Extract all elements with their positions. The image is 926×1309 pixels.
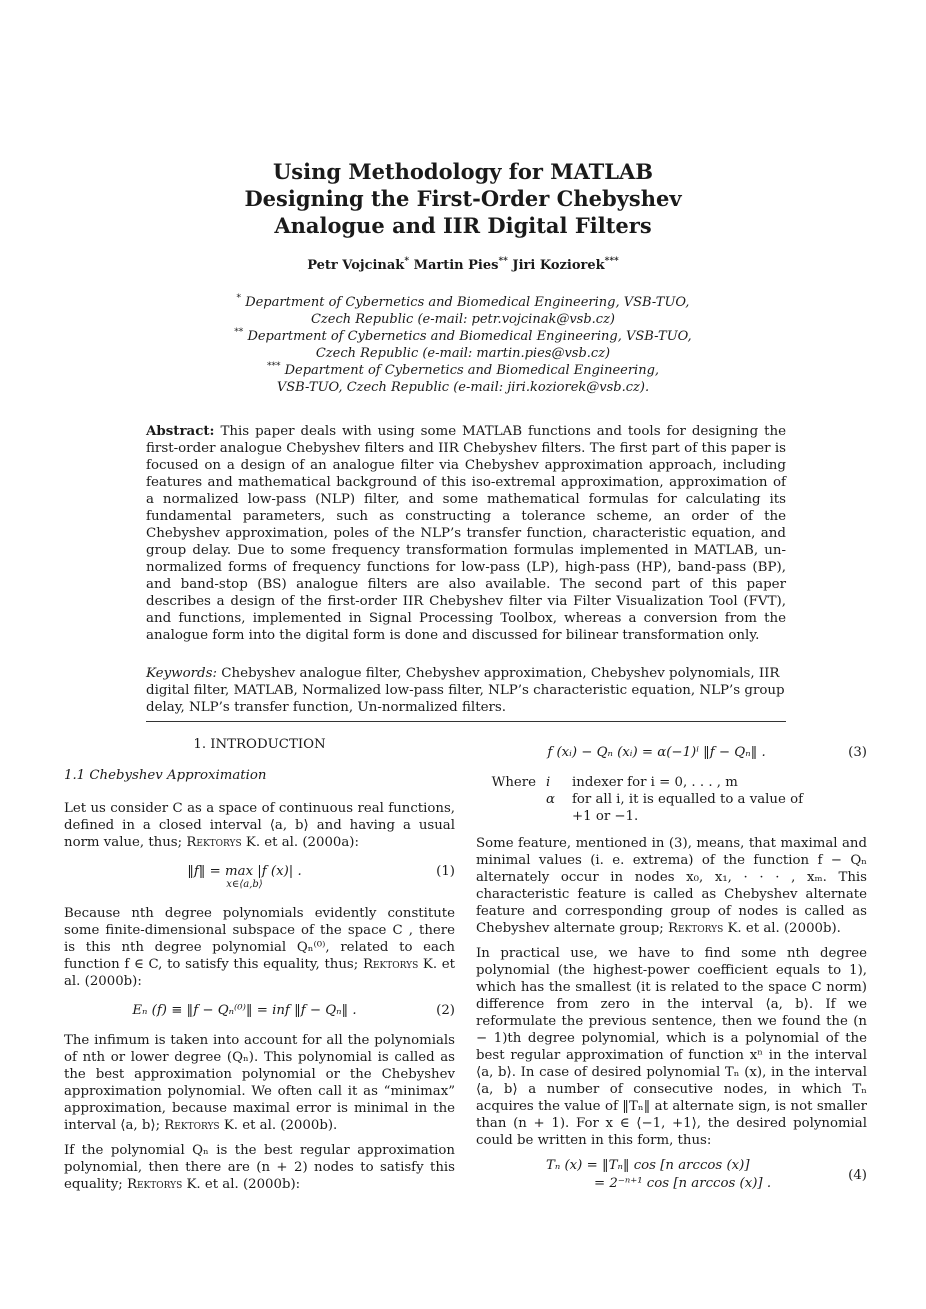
left-column [64, 736, 455, 1201]
citation-tail: K. et al. (2000b). [727, 921, 841, 936]
author-name: Jiri Koziorek [512, 258, 605, 273]
citation-author: Rektorys [186, 835, 242, 850]
paragraph-text: Because nth degree polynomials evidently constitute some finite-dimensional subspace of the space C , there is this nth degree polynomial Qₙ⁽⁰⁾, related to each function f ∈ C, to satisfy this equality, thus; [64, 906, 455, 972]
affiliations [150, 294, 776, 396]
paragraph [64, 1032, 455, 1134]
equation-number: (4) [848, 1168, 867, 1183]
affiliation-text: Czech Republic (e-mail: petr.vojcinak@vsb.cz) [310, 312, 616, 327]
equation-1 [64, 859, 455, 897]
where-description: for all i, it is equalled to a value of [572, 792, 803, 807]
equation-text: Tₙ (x) = ‖Tₙ‖ cos [n arccos (x)] [546, 1158, 750, 1173]
paragraph-text: Some feature, mentioned in (3), means, that maximal and minimal values (i. e. extrema) of the function f − Qₙ alternately occur in nodes x₀, x₁, · · · , xₘ. This characteristic feature is called as Chebyshev alternate feature and corresponding group of nodes is called as Chebyshev alternate group; [476, 836, 867, 936]
affiliation-text: Department of Cybernetics and Biomedical Engineering, VSB-TUO, [247, 329, 692, 344]
equation-number: (2) [436, 1003, 455, 1018]
where-symbol: i [546, 775, 551, 790]
paragraph [64, 1142, 455, 1193]
affiliation-text: Department of Cybernetics and Biomedical Engineering, [284, 363, 660, 378]
paragraph [476, 835, 867, 937]
equation-4 [476, 1157, 867, 1197]
citation-author: Rektorys [667, 921, 724, 936]
keywords-label: Keywords: [146, 666, 218, 681]
affiliation-mark: *** [266, 361, 281, 372]
equation-3 [476, 740, 867, 766]
section-heading: 1. INTRODUCTION [193, 737, 326, 752]
affiliation-mark: ** [234, 327, 244, 338]
abstract-label: Abstract: [146, 423, 215, 439]
affiliation-text: VSB-TUO, Czech Republic (e-mail: jiri.koziorek@vsb.cz). [276, 380, 650, 395]
subsection-heading: 1.1 Chebyshev Approximation [64, 768, 267, 783]
affiliation-line [150, 345, 776, 362]
author-mark: * [404, 256, 410, 267]
paragraph [64, 905, 455, 990]
where-description: indexer for i = 0, . . . , m [572, 775, 738, 790]
where-symbol: α [546, 792, 555, 807]
author-name: Petr Vojcinak [307, 258, 405, 273]
affiliation-line [150, 328, 776, 345]
where-clause [476, 774, 867, 825]
equation-text: ‖f‖ = max |f (x)| . [187, 864, 302, 879]
equation-text: f (xᵢ) − Qₙ (xᵢ) = α(−1)ⁱ ‖f − Qₙ‖ . [547, 745, 766, 760]
citation-tail: K. et al. (2000b): [64, 957, 455, 989]
paragraph [64, 800, 455, 851]
paragraph-text: If the polynomial Qₙ is the best regular approximation polynomial, then there are (n + 2) nodes to satisfy this equality; [64, 1143, 455, 1192]
title-line: Designing the First-Order Chebyshev [244, 186, 682, 211]
paragraph-text: Let us consider C as a space of continuous real functions, defined in a closed interval ⟨a, b⟩ and having a usual norm value, thus; [64, 801, 455, 850]
equation-2 [64, 998, 455, 1024]
affiliation-text: Department of Cybernetics and Biomedical Engineering, VSB-TUO, [245, 295, 690, 310]
citation-author: Rektorys [362, 957, 419, 972]
affiliation-line [150, 311, 776, 328]
section-divider [146, 721, 786, 722]
abstract-text: This paper deals with using some MATLAB functions and tools for designing the first-order analogue Chebyshev filters and IIR Chebyshev filters. The first part of this paper is focused on a design of an analogue filter via Chebyshev approximation approach, including features and mathematical background of this iso-extremal approximation, approximation of a normalized low-pass (NLP) filter, and some mathematical formulas for calculating its fundamental parameters, such as constructing a tolerance scheme, an order of the Chebyshev approximation, poles of the NLP’s transfer function, characteristic equation, and group delay. Due to some frequency transformation formulas implemented in MATLAB, un-normalized forms of frequency functions for low-pass (LP), high-pass (HP), band-pass (BP), and band-stop (BS) analogue filters are also available. The second part of this paper describes a design of the first-order IIR Chebyshev filter via Filter Visualization Tool (FVT), and functions, implemented in Signal Processing Toolbox, whereas a conversion from the analogue form into the digital form is done and discussed for bilinear transformation only. [146, 424, 787, 643]
equation-text: = 2⁻ⁿ⁺¹ cos [n arccos (x)] . [594, 1176, 772, 1191]
equation-subscript: x∈⟨a,b⟩ [226, 879, 263, 890]
citation-author: Rektorys [126, 1177, 183, 1192]
affiliation-line [150, 362, 776, 379]
citation-tail: K. et al. (2000a): [245, 835, 359, 850]
where-label: Where [491, 775, 536, 790]
right-column [476, 742, 867, 1205]
affiliation-line [150, 294, 776, 311]
citation-author: Rektorys [164, 1118, 220, 1133]
affiliation-line [150, 379, 776, 396]
equation-text: Eₙ (f) ≡ ‖f − Qₙ⁽⁰⁾‖ = inf ‖f − Qₙ‖ . [132, 1003, 357, 1018]
keywords [146, 665, 786, 716]
where-description: +1 or −1. [572, 809, 639, 824]
abstract [146, 423, 786, 644]
author-mark: ** [498, 256, 508, 267]
affiliation-text: Czech Republic (e-mail: martin.pies@vsb.cz) [315, 346, 611, 361]
affiliation-mark: * [236, 293, 242, 304]
title-line: Analogue and IIR Digital Filters [274, 213, 652, 238]
paper-title [200, 158, 726, 239]
author-name: Martin Pies [413, 258, 499, 273]
equation-number: (3) [848, 745, 867, 760]
keywords-text: Chebyshev analogue filter, Chebyshev approximation, Chebyshev polynomials, IIR digital filter, MATLAB, Normalized low-pass filter, NLP’s characteristic equation, NLP’s group delay, NLP’s transfer function, Un-normalized filters. [146, 666, 785, 715]
paragraph-text: The infimum is taken into account for all the polynomials of nth or lower degree (Qₙ). This polynomial is called as the best approximation polynomial or the Chebyshev approximation polynomial. We often call it as “minimax” approximation, because maximal error is minimal in the interval ⟨a, b⟩; [64, 1033, 455, 1133]
citation-tail: K. et al. (2000b). [223, 1118, 338, 1133]
title-line: Using Methodology for MATLAB [272, 159, 654, 184]
author-mark: *** [604, 256, 619, 267]
author-list [200, 258, 726, 273]
citation-tail: K. et al. (2000b): [186, 1177, 301, 1192]
equation-number: (1) [436, 864, 455, 879]
paragraph: In practical use, we have to find some nth degree polynomial (the highest-power coefficient equals to 1), which has the smallest (it is related to the space C norm) difference from zero in the interval ⟨a, b⟩. If we reformulate the previous sentence, then we found the (n − 1)th degree polynomial, which is a polynomial of the best regular approximation of function xⁿ in the interval ⟨a, b⟩. In case of desired polynomial Tₙ (x), in the interval ⟨a, b⟩ a number of consecutive nodes, in which Tₙ acquires the value of ‖Tₙ‖ at alternate sign, is not smaller than (n + 1). For x ∈ ⟨−1, +1⟩, the desired polynomial could be written in this form, thus: [476, 946, 867, 1148]
